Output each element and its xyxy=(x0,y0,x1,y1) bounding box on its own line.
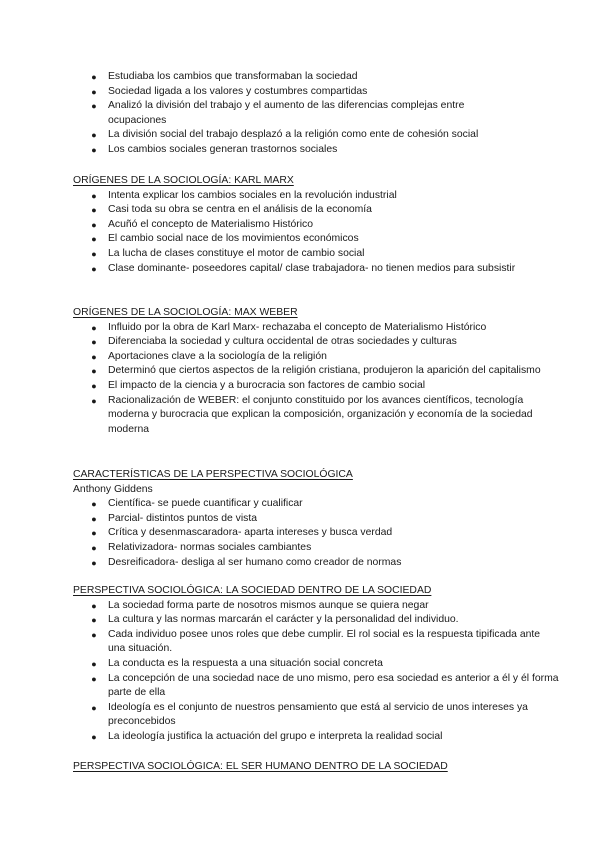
section-heading-weber: ORÍGENES DE LA SOCIOLOGÍA: MAX WEBER xyxy=(73,307,298,318)
list-item: ● Ideología es el conjunto de nuestros pensamiento que está al servicio de unos intereses ya preconcebidos xyxy=(73,701,528,730)
bullet-icon: ● xyxy=(91,528,97,539)
bullet-icon: ● xyxy=(91,658,97,669)
bullet-icon: ● xyxy=(91,600,97,611)
bullet-icon: ● xyxy=(91,86,97,97)
section-heading-humano: PERSPECTIVA SOCIOLÓGICA: EL SER HUMANO DENTRO DE LA SOCIEDAD xyxy=(73,761,448,772)
list-item: ● Acuñó el concepto de Materialismo Histórico xyxy=(73,218,533,233)
bullet-icon: ● xyxy=(91,72,97,82)
bullet-icon: ● xyxy=(91,380,97,391)
sociedad-list xyxy=(73,599,559,745)
author-name: Anthony Giddens xyxy=(73,483,153,495)
list-item: ● Los cambios sociales generan trastornos sociales xyxy=(73,143,533,158)
list-item: ● El cambio social nace de los movimientos económicos xyxy=(73,232,533,247)
list-item: ● La cultura y las normas marcarán el carácter y la personalidad del individuo. xyxy=(73,613,533,628)
bullet-icon: ● xyxy=(91,615,97,626)
list-item: ● Parcial- distintos puntos de vista xyxy=(73,512,533,527)
list-item: ● Desreificadora- desliga al ser humano como creador de normas xyxy=(73,556,533,571)
marx-section xyxy=(73,174,533,276)
intro-list xyxy=(73,70,533,158)
bullet-icon: ● xyxy=(91,513,97,524)
bullet-icon: ● xyxy=(91,101,97,112)
list-item: ● Determinó que ciertos aspectos de la religión cristiana, produjeron la aparición del capitalismo xyxy=(73,364,553,379)
bullet-icon: ● xyxy=(91,234,97,245)
section-heading-caracteristicas: CARACTERÍSTICAS DE LA PERSPECTIVA SOCIOLÓGICA xyxy=(73,469,353,480)
marx-list xyxy=(73,189,533,277)
bullet-icon: ● xyxy=(91,557,97,568)
list-item: ● El impacto de la ciencia y a burocracia son factores de cambio social xyxy=(73,379,533,394)
list-item: ● La ideología justifica la actuación del grupo e interpreta la realidad social xyxy=(73,730,533,745)
caracteristicas-list xyxy=(73,497,533,570)
list-item: ● La sociedad forma parte de nosotros mismos aunque se quiera negar xyxy=(73,599,533,614)
list-item: ● La concepción de una sociedad nace de uno mismo, pero esa sociedad es anterior a él y él forma parte de ella xyxy=(73,672,563,701)
bullet-icon: ● xyxy=(91,322,97,333)
bullet-icon: ● xyxy=(91,499,97,510)
list-item: ● Estudiaba los cambios que transformaban la sociedad xyxy=(73,70,533,85)
bullet-icon: ● xyxy=(91,351,97,362)
list-item: ● Analizó la división del trabajo y el aumento de las diferencias complejas entre ocupaciones xyxy=(73,99,513,128)
intro-section xyxy=(73,70,533,158)
bullet-icon: ● xyxy=(91,144,97,155)
bullet-icon: ● xyxy=(91,702,97,713)
section-heading-sociedad: PERSPECTIVA SOCIOLÓGICA: LA SOCIEDAD DENTRO DE LA SOCIEDAD xyxy=(73,585,432,596)
list-item: ● Clase dominante- poseedores capital/ clase trabajadora- no tienen medios para subsistir xyxy=(73,262,533,277)
bullet-icon: ● xyxy=(91,731,97,742)
list-item: ● Sociedad ligada a los valores y costumbres compartidas xyxy=(73,85,533,100)
bullet-icon: ● xyxy=(91,337,97,348)
bullet-icon: ● xyxy=(91,263,97,274)
list-item: ● Racionalización de WEBER: el conjunto constituido por los avances científicos, tecnología moderna y burocracia que explican la composición, organización y economía de la sociedad moderna xyxy=(73,394,533,438)
list-item: ● La división social del trabajo desplazó a la religión como ente de cohesión social xyxy=(73,128,533,143)
bullet-icon: ● xyxy=(91,248,97,259)
list-item: ● Casi toda su obra se centra en el análisis de la economía xyxy=(73,203,533,218)
caracteristicas-section xyxy=(73,468,533,570)
bullet-icon: ● xyxy=(91,130,97,141)
list-item: ● Crítica y desenmascaradora- aparta intereses y busca verdad xyxy=(73,526,533,541)
bullet-icon: ● xyxy=(91,673,97,684)
section-heading-marx: ORÍGENES DE LA SOCIOLOGÍA: KARL MARX xyxy=(73,175,294,186)
bullet-icon: ● xyxy=(91,219,97,230)
weber-section xyxy=(73,306,541,437)
list-item: ● La lucha de clases constituye el motor de cambio social xyxy=(73,247,533,262)
sociedad-section xyxy=(73,584,559,745)
list-item: ● Aportaciones clave a la sociología de la religión xyxy=(73,350,533,365)
humano-section xyxy=(73,760,533,775)
bullet-icon: ● xyxy=(91,366,97,377)
list-item: ● Científica- se puede cuantificar y cualificar xyxy=(73,497,533,512)
bullet-icon: ● xyxy=(91,395,97,406)
weber-list xyxy=(73,321,541,438)
list-item: ● La conducta es la respuesta a una situación social concreta xyxy=(73,657,533,672)
list-item: ● Intenta explicar los cambios sociales en la revolución industrial xyxy=(73,189,533,204)
bullet-icon: ● xyxy=(91,190,97,201)
bullet-icon: ● xyxy=(91,205,97,216)
list-item: ● Relativizadora- normas sociales cambiantes xyxy=(73,541,533,556)
list-item: ● Cada individuo posee unos roles que debe cumplir. El rol social es la respuesta tipificada ante una situación. xyxy=(73,628,548,657)
list-item: ● Diferenciaba la sociedad y cultura occidental de otras sociedades y culturas xyxy=(73,335,533,350)
list-item: ● Influido por la obra de Karl Marx- rechazaba el concepto de Materialismo Histórico xyxy=(73,321,533,336)
bullet-icon: ● xyxy=(91,542,97,553)
bullet-icon: ● xyxy=(91,629,97,640)
